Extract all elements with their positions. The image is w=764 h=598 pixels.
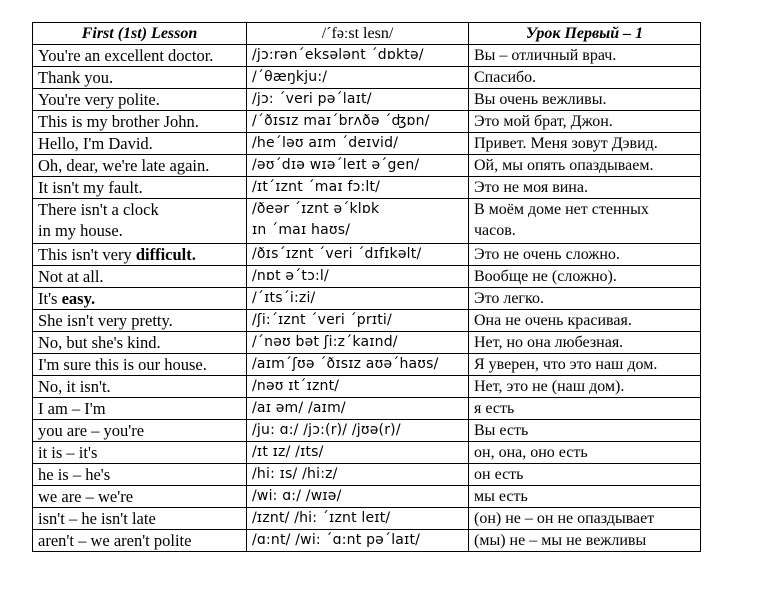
english-cell: It isn't my fault. xyxy=(33,177,247,199)
highlighted-word: easy. xyxy=(61,289,96,308)
ipa-cell: /he´ləʊ aɪm ´deɪvid/ xyxy=(247,133,469,155)
russian-line: В моём доме нет стенных xyxy=(474,201,649,218)
russian-cell: Вообще не (сложно). xyxy=(469,266,701,288)
table-row xyxy=(33,508,701,530)
english-cell: Oh, dear, we're late again. xyxy=(33,155,247,177)
russian-cell: Спасибо. xyxy=(469,67,701,89)
header-ipa: /ˊfəːst lesn/ xyxy=(247,23,469,45)
english-cell xyxy=(33,199,247,244)
table-row xyxy=(33,199,701,244)
russian-cell: Привет. Меня зовут Дэвид. xyxy=(469,133,701,155)
russian-cell: Вы есть xyxy=(469,420,701,442)
ipa-cell: /´nəʊ bət ʃi:z´kaɪnd/ xyxy=(247,332,469,354)
ipa-cell: /ju: ɑ:/ /jɔ:(r)/ /jʊə(r)/ xyxy=(247,420,469,442)
ipa-cell: /´ɪts´i:zi/ xyxy=(247,288,469,310)
table-row xyxy=(33,332,701,354)
english-cell: aren't – we aren't polite xyxy=(33,530,247,552)
english-cell: isn't – he isn't late xyxy=(33,508,247,530)
table-row xyxy=(33,133,701,155)
russian-cell: я есть xyxy=(469,398,701,420)
ipa-cell: /wi: ɑ:/ /wɪə/ xyxy=(247,486,469,508)
table-row xyxy=(33,398,701,420)
table-row xyxy=(33,244,701,266)
lesson-table-container xyxy=(32,22,701,552)
ipa-cell xyxy=(247,199,469,244)
english-cell: This is my brother John. xyxy=(33,111,247,133)
russian-cell: Это мой брат, Джон. xyxy=(469,111,701,133)
table-row xyxy=(33,155,701,177)
highlighted-word: difficult. xyxy=(135,245,196,264)
russian-cell: Нет, это не (наш дом). xyxy=(469,376,701,398)
table-row xyxy=(33,486,701,508)
english-cell: Not at all. xyxy=(33,266,247,288)
english-cell: you are – you're xyxy=(33,420,247,442)
english-cell: She isn't very pretty. xyxy=(33,310,247,332)
ipa-cell: /aɪ əm/ /aɪm/ xyxy=(247,398,469,420)
ipa-cell: /jɔ:rən´eksələnt ´dɒktə/ xyxy=(247,45,469,67)
english-cell: we are – we're xyxy=(33,486,247,508)
english-cell: Hello, I'm David. xyxy=(33,133,247,155)
russian-cell: он, она, оно есть xyxy=(469,442,701,464)
english-cell: You're very polite. xyxy=(33,89,247,111)
ipa-cell: /ɑ:nt/ /wi: ´ɑ:nt pə´laɪt/ xyxy=(247,530,469,552)
header-russian: Урок Первый – 1 xyxy=(469,23,701,45)
table-row xyxy=(33,67,701,89)
russian-cell xyxy=(469,199,701,244)
table-row xyxy=(33,376,701,398)
table-row xyxy=(33,111,701,133)
russian-cell: Ой, мы опять опаздываем. xyxy=(469,155,701,177)
header-row xyxy=(33,23,701,45)
ipa-cell: /nɒt ə´tɔ:l/ xyxy=(247,266,469,288)
english-cell: I am – I'm xyxy=(33,398,247,420)
table-row xyxy=(33,442,701,464)
ipa-cell: /aɪm´ʃʊə ´ðɪsɪz aʊə´haʊs/ xyxy=(247,354,469,376)
russian-cell: он есть xyxy=(469,464,701,486)
ipa-cell: /hi: ɪs/ /hi:z/ xyxy=(247,464,469,486)
english-text: It's xyxy=(38,289,62,308)
english-line: There isn't a clock xyxy=(38,200,159,219)
ipa-cell: /ɪt´ɪznt ´maɪ fɔ:lt/ xyxy=(247,177,469,199)
ipa-cell: /´ðɪsɪz maɪ´brʌðə ´ʤɒn/ xyxy=(247,111,469,133)
english-cell xyxy=(33,244,247,266)
english-cell: I'm sure this is our house. xyxy=(33,354,247,376)
ipa-cell: /nəʊ ɪt´ɪznt/ xyxy=(247,376,469,398)
table-row xyxy=(33,288,701,310)
russian-cell: Вы – отличный врач. xyxy=(469,45,701,67)
english-cell: he is – he's xyxy=(33,464,247,486)
english-cell xyxy=(33,288,247,310)
russian-cell: Это легко. xyxy=(469,288,701,310)
table-row xyxy=(33,310,701,332)
ipa-line: /ðeər ´ɪznt ə´klɒk xyxy=(252,201,380,217)
header-english: First (1st) Lesson xyxy=(33,23,247,45)
table-row xyxy=(33,45,701,67)
english-cell: You're an excellent doctor. xyxy=(33,45,247,67)
ipa-cell: /ʃi:´ɪznt ´veri ´prɪti/ xyxy=(247,310,469,332)
table-row xyxy=(33,530,701,552)
english-cell: No, but she's kind. xyxy=(33,332,247,354)
english-text: This isn't very xyxy=(38,245,136,264)
english-cell: it is – it's xyxy=(33,442,247,464)
russian-cell: Это не очень сложно. xyxy=(469,244,701,266)
table-row xyxy=(33,354,701,376)
english-cell: No, it isn't. xyxy=(33,376,247,398)
english-line: in my house. xyxy=(38,221,123,240)
table-row xyxy=(33,177,701,199)
russian-line: часов. xyxy=(474,222,516,239)
ipa-cell: /jɔ: ´veri pə´laɪt/ xyxy=(247,89,469,111)
russian-cell: (мы) не – мы не вежливы xyxy=(469,530,701,552)
russian-cell: Я уверен, что это наш дом. xyxy=(469,354,701,376)
table-row xyxy=(33,266,701,288)
russian-cell: мы есть xyxy=(469,486,701,508)
table-row xyxy=(33,420,701,442)
ipa-cell: /ðɪs´ɪznt ´veri ´dɪfɪkəlt/ xyxy=(247,244,469,266)
russian-cell: Нет, но она любезная. xyxy=(469,332,701,354)
ipa-line: ɪn ´maɪ haʊs/ xyxy=(252,222,351,238)
russian-cell: Она не очень красивая. xyxy=(469,310,701,332)
russian-cell: Это не моя вина. xyxy=(469,177,701,199)
table-row xyxy=(33,89,701,111)
ipa-cell: /ɪt ɪz/ /ɪts/ xyxy=(247,442,469,464)
table-row xyxy=(33,464,701,486)
ipa-cell: /əʊ´dɪə wɪə´leɪt ə´gen/ xyxy=(247,155,469,177)
russian-cell: Вы очень вежливы. xyxy=(469,89,701,111)
lesson-table xyxy=(32,22,701,552)
ipa-cell: /´θæŋkju:/ xyxy=(247,67,469,89)
ipa-cell: /ɪznt/ /hi: ´ɪznt leɪt/ xyxy=(247,508,469,530)
russian-cell: (он) не – он не опаздывает xyxy=(469,508,701,530)
english-cell: Thank you. xyxy=(33,67,247,89)
